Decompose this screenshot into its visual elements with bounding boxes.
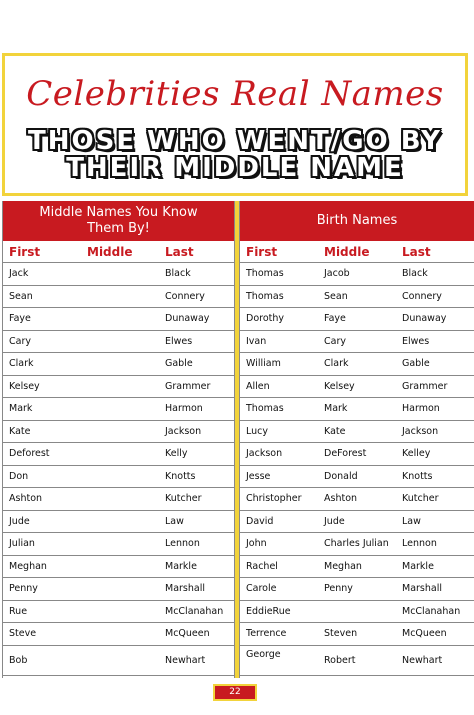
first-name-cell: Clark [9, 358, 34, 370]
first-name-cell: Don [9, 470, 29, 482]
first-name-cell: Cary [9, 335, 31, 347]
table-row [240, 376, 474, 399]
first-name-cell: Penny [9, 583, 38, 595]
table-row [240, 488, 474, 511]
first-name-cell: Terrence [246, 628, 287, 640]
first-name-cell: Bob [9, 654, 28, 666]
first-name-cell: Thomas [246, 403, 284, 415]
table-row [240, 623, 474, 646]
right-col-last: Last [402, 245, 431, 259]
table-row [3, 376, 234, 399]
last-name-cell: Dunaway [402, 313, 447, 325]
table-row [240, 398, 474, 421]
first-name-cell: Ivan [246, 335, 267, 347]
first-name-cell: Steve [9, 628, 37, 640]
middle-name-cell: Jude [324, 515, 345, 527]
table-row [240, 421, 474, 444]
first-name-cell: Deforest [9, 448, 50, 460]
last-name-cell: Law [165, 515, 184, 527]
middle-name-cell: DeForest [324, 448, 367, 460]
last-name-cell: Gable [402, 358, 430, 370]
last-name-cell: McClanahan [402, 605, 461, 617]
last-name-cell: Marshall [402, 583, 442, 595]
middle-name-cell: Mark [324, 403, 348, 415]
last-name-cell: Newhart [402, 654, 443, 666]
table-row [3, 398, 234, 421]
first-name-cell: Rachel [246, 560, 278, 572]
subtitle-line-2: THEIR MIDDLE NAME [66, 153, 404, 183]
table-row [3, 556, 234, 579]
last-name-cell: Kutcher [165, 493, 202, 505]
first-name-cell: Jude [9, 515, 30, 527]
right-col-first: First [246, 245, 278, 259]
names-tables [2, 201, 472, 678]
last-name-cell: Newhart [165, 654, 206, 666]
first-name-cell: Lucy [246, 425, 268, 437]
table-row [240, 646, 474, 676]
first-name-cell: George [246, 648, 281, 660]
last-name-cell: Elwes [402, 335, 430, 347]
table-row [3, 511, 234, 534]
table-row [240, 308, 474, 331]
table-row [240, 443, 474, 466]
script-title: Celebrities Real Names [26, 74, 444, 114]
last-name-cell: Dunaway [165, 313, 210, 325]
middle-name-cell: Meghan [324, 560, 362, 572]
right-table-header: Birth Names [240, 201, 474, 241]
title-box [2, 53, 468, 196]
right-col-middle: Middle [324, 245, 370, 259]
left-table-header: Middle Names You Know Them By! [3, 201, 234, 241]
left-col-last: Last [165, 245, 194, 259]
right-column-headers [240, 241, 474, 263]
last-name-cell: McQueen [165, 628, 210, 640]
middle-name-cell: Ashton [324, 493, 358, 505]
first-name-cell: Carole [246, 583, 277, 595]
last-name-cell: Jackson [402, 425, 439, 437]
table-row [240, 533, 474, 556]
last-name-cell: Jackson [165, 425, 202, 437]
first-name-cell: William [246, 358, 281, 370]
table-row [3, 308, 234, 331]
last-name-cell: Kelly [165, 448, 188, 460]
table-row [3, 646, 234, 676]
first-name-cell: Faye [9, 313, 31, 325]
first-name-cell: Julian [9, 538, 35, 550]
table-row [3, 466, 234, 489]
first-name-cell: Jesse [246, 470, 271, 482]
right-table [239, 201, 474, 678]
table-row [3, 623, 234, 646]
table-row [3, 286, 234, 309]
table-row [240, 353, 474, 376]
first-name-cell: Thomas [246, 268, 284, 280]
first-name-cell: John [246, 538, 267, 550]
last-name-cell: Connery [402, 290, 442, 302]
table-row [240, 286, 474, 309]
first-name-cell: Ashton [9, 493, 43, 505]
middle-name-cell: Penny [324, 583, 353, 595]
table-row [3, 263, 234, 286]
left-col-first: First [9, 245, 41, 259]
middle-name-cell: Clark [324, 358, 349, 370]
table-row [3, 601, 234, 624]
table-row [240, 263, 474, 286]
first-name-cell: Thomas [246, 290, 284, 302]
right-rows [240, 263, 474, 676]
last-name-cell: Elwes [165, 335, 193, 347]
first-name-cell: Meghan [9, 560, 47, 572]
table-row [3, 533, 234, 556]
first-name-cell: Mark [9, 403, 33, 415]
middle-name-cell: Cary [324, 335, 346, 347]
table-row [240, 331, 474, 354]
table-row [240, 601, 474, 624]
middle-name-cell: Robert [324, 654, 356, 666]
last-name-cell: Law [402, 515, 421, 527]
first-name-cell: Allen [246, 380, 270, 392]
table-row [3, 443, 234, 466]
first-name-cell: EddieRue [246, 605, 291, 617]
first-name-cell: Kelsey [9, 380, 40, 392]
table-row [240, 556, 474, 579]
left-col-middle: Middle [87, 245, 133, 259]
last-name-cell: Knotts [402, 470, 433, 482]
last-name-cell: Markle [402, 560, 434, 572]
left-rows [3, 263, 234, 676]
table-row [240, 511, 474, 534]
middle-name-cell: Kelsey [324, 380, 355, 392]
middle-name-cell: Charles Julian [324, 538, 389, 550]
middle-name-cell: Faye [324, 313, 346, 325]
last-name-cell: Marshall [165, 583, 205, 595]
first-name-cell: Sean [9, 290, 33, 302]
table-row [3, 578, 234, 601]
table-row [3, 488, 234, 511]
middle-name-cell: Kate [324, 425, 346, 437]
last-name-cell: Harmon [165, 403, 203, 415]
last-name-cell: Black [402, 268, 428, 280]
last-name-cell: McQueen [402, 628, 447, 640]
middle-name-cell: Jacob [324, 268, 350, 280]
last-name-cell: Lennon [165, 538, 200, 550]
last-name-cell: Lennon [402, 538, 437, 550]
last-name-cell: Knotts [165, 470, 196, 482]
last-name-cell: Gable [165, 358, 193, 370]
first-name-cell: Rue [9, 605, 28, 617]
last-name-cell: Grammer [165, 380, 211, 392]
last-name-cell: Connery [165, 290, 205, 302]
first-name-cell: Christopher [246, 493, 302, 505]
table-row [3, 331, 234, 354]
first-name-cell: Jackson [246, 448, 283, 460]
table-row [240, 466, 474, 489]
last-name-cell: Markle [165, 560, 197, 572]
table-row [240, 578, 474, 601]
last-name-cell: Kutcher [402, 493, 439, 505]
page-number: 22 [215, 686, 255, 699]
middle-name-cell: Donald [324, 470, 358, 482]
first-name-cell: Kate [9, 425, 31, 437]
left-table [2, 201, 235, 678]
table-row [3, 421, 234, 444]
last-name-cell: Black [165, 268, 191, 280]
first-name-cell: Dorothy [246, 313, 285, 325]
first-name-cell: Jack [9, 268, 29, 280]
first-name-cell: David [246, 515, 274, 527]
last-name-cell: Grammer [402, 380, 448, 392]
last-name-cell: Harmon [402, 403, 440, 415]
middle-name-cell: Steven [324, 628, 358, 640]
subtitle-line-1: THOSE WHO WENT/GO BY [28, 126, 442, 156]
middle-name-cell: Sean [324, 290, 348, 302]
table-row [3, 353, 234, 376]
last-name-cell: McClanahan [165, 605, 224, 617]
last-name-cell: Kelley [402, 448, 431, 460]
left-column-headers [3, 241, 234, 263]
